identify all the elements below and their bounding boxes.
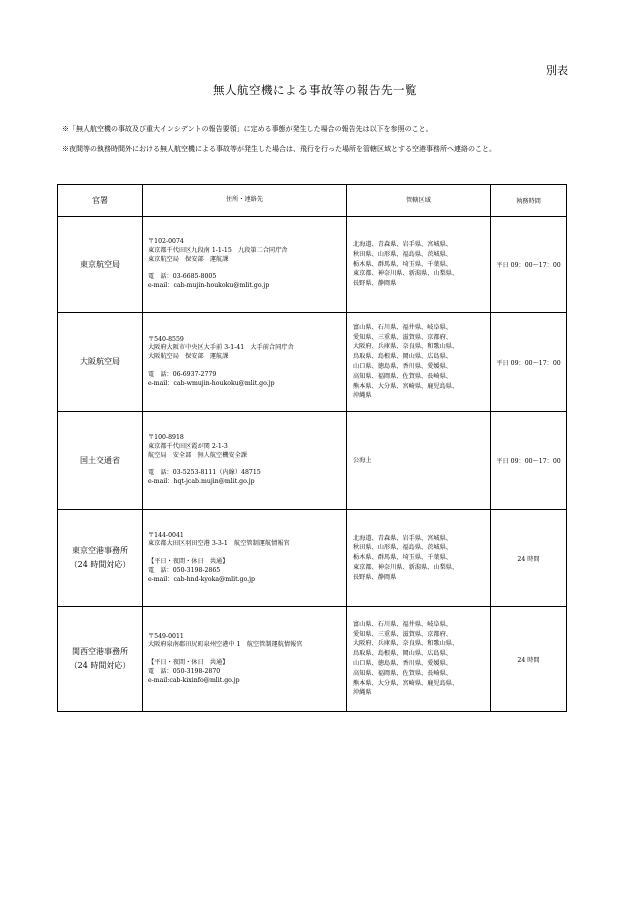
department-line: 航空局 安全部 無人航空機安全課 [148,451,247,459]
area-line: 富山県、石川県、福井県、岐阜県、 [353,620,452,628]
email-line: e-mail：hqt-jcab.mujin@mlit.go.jp [148,478,255,486]
area-line: 熊本県、大分県、宮崎県、鹿児島県、 [353,382,459,390]
area-line: 東京都、神奈川県、新潟県、山梨県、 [353,563,459,571]
area-line: 公海上 [353,456,372,464]
area-cell [347,510,491,607]
area-line: 熊本県、大分県、宮崎県、鹿児島県、 [353,679,459,687]
office-cell [58,412,143,510]
hours-cell: 平日 09：00～17：00 [491,313,567,412]
area-line: 高知県、福岡県、佐賀県、長崎県、 [353,372,452,380]
phone-line: 電 話：06-6937-2779 [148,370,217,378]
postal-code: 〒102-0074 [148,238,184,246]
office-cell [58,607,143,712]
area-line: 北海道、青森県、岩手県、宮城県、 [353,534,452,542]
area-line: 愛知県、三重県、滋賀県、京都府、 [353,630,452,638]
address-line: 東京都大田区羽田空港 3-3-1 航空管制運航情報官 [148,540,290,548]
office-cell [58,510,143,607]
hours-cell: 24 時間 [491,510,567,607]
area-cell [347,412,491,510]
shared-contact-label: 【平日・夜間・休日 共通】 [148,558,229,565]
phone-line: 電 話：050-3198-2865 [148,566,221,574]
address-cell [143,510,347,607]
phone-line: 電 話：03-5253-8111（内線）48715 [148,469,261,477]
email-line: e-mail：cab-wmujin-houkoku@mlit.go.jp [148,379,275,387]
email-line: e-mail:cab-kixinfo@mlit.go.jp [148,676,240,684]
area-cell [347,313,491,412]
table-row [58,510,567,607]
table-row [58,412,567,510]
address-cell [143,313,347,412]
area-line: 鳥取県、島根県、岡山県、広島県、 [353,353,452,361]
office-availability: （24 時間対応） [69,560,131,569]
header-office: 官署 [58,185,143,217]
email-line: e-mail：cab-hnd-kyoka@mlit.go.jp [148,575,255,583]
address-line: 東京都千代田区霞が関 2-1-3 [148,442,228,450]
address-line: 大阪府大阪市中央区大手前 3-1-41 大手前合同庁舎 [148,344,294,352]
email-line: e-mail：cab-mujin-houkoku@mlit.go.jp [148,282,270,290]
table-header-row [58,185,567,217]
office-cell [58,313,143,412]
area-cell [347,607,491,712]
area-line: 長野県、静岡県 [353,280,397,288]
table-row [58,313,567,412]
area-line: 愛知県、三重県、滋賀県、京都府、 [353,333,452,341]
header-hours: 執務時間 [491,185,567,217]
area-cell [347,217,491,313]
department-line: 東京航空局 保安部 運航課 [148,255,229,263]
header-address: 住所・連絡先 [143,185,347,217]
hours-cell: 平日 09：00～17：00 [491,217,567,313]
hours-cell: 平日 09：00～17：00 [491,412,567,510]
office-name: 東京航空局 [80,259,120,269]
office-name: 関西空港事務所 [72,647,128,656]
area-line: 大阪府、兵庫県、奈良県、和歌山県、 [353,343,459,351]
area-line: 長野県、静岡県 [353,573,397,581]
office-name: 大阪航空局 [80,357,120,366]
postal-code: 〒100-8918 [148,434,184,442]
address-cell [143,412,347,510]
page-title: 無人航空機による事故等の報告先一覧 [213,83,417,97]
hours-cell: 24 時間 [491,607,567,712]
office-availability: （24 時間対応） [69,661,131,670]
address-cell [143,607,347,712]
area-line: 東京都、神奈川県、新潟県、山梨県、 [353,270,459,278]
table-row [58,217,567,313]
postal-code: 〒549-0011 [148,632,184,640]
note-after-hours: ※夜間等の執務時間外における無人航空機による事故等が発生した場合は、飛行を行った場所を管轄区域とする空港事務所へ連絡のこと。 [62,145,496,153]
table-row [58,607,567,712]
area-line: 沖縄県 [353,689,372,697]
postal-code: 〒540-8559 [148,335,184,343]
area-line: 栃木県、群馬県、埼玉県、千葉県、 [353,554,452,562]
report-contacts-table [57,184,567,712]
phone-line: 電 話：050-3198-2870 [148,667,221,675]
area-line: 山口県、徳島県、香川県、愛媛県、 [353,660,452,667]
area-line: 富山県、石川県、福井県、岐阜県、 [353,323,452,331]
area-line: 秋田県、山形県、福島県、茨城県、 [353,250,452,258]
area-line: 北海道、青森県、岩手県、宮城県、 [353,241,452,248]
area-line: 山口県、徳島県、香川県、愛媛県、 [353,363,452,370]
department-line: 大阪航空局 保安部 運航課 [148,353,229,361]
phone-line: 電 話：03-6685-8005 [148,273,217,281]
address-line: 東京都千代田区九段南 1-1-15 九段第二合同庁舎 [148,246,288,254]
shared-contact-label: 【平日・夜間・休日 共通】 [148,659,229,666]
area-line: 高知県、福岡県、佐賀県、長崎県、 [353,669,452,677]
header-area: 管轄区域 [347,185,491,217]
area-line: 沖縄県 [353,392,372,400]
office-name: 国土交通省 [80,455,120,465]
address-line: 大阪府泉南郡田尻町泉州空港中 1 航空管制運航情報官 [148,641,303,649]
area-line: 秋田県、山形県、福島県、茨城県、 [353,544,452,552]
note-report-guideline: ※「無人航空機の事故及び重大インシデントの報告要領」に定める事態が発生した場合の報告先は以下を参照のこと。 [62,125,433,133]
area-line: 鳥取県、島根県、岡山県、広島県、 [353,650,452,658]
address-cell [143,217,347,313]
office-cell [58,217,143,313]
office-name: 東京空港事務所 [72,546,128,555]
area-line: 栃木県、群馬県、埼玉県、千葉県、 [353,260,452,268]
postal-code: 〒144-0041 [148,531,184,539]
area-line: 大阪府、兵庫県、奈良県、和歌山県、 [353,640,459,648]
annex-label: 別表 [546,64,568,77]
